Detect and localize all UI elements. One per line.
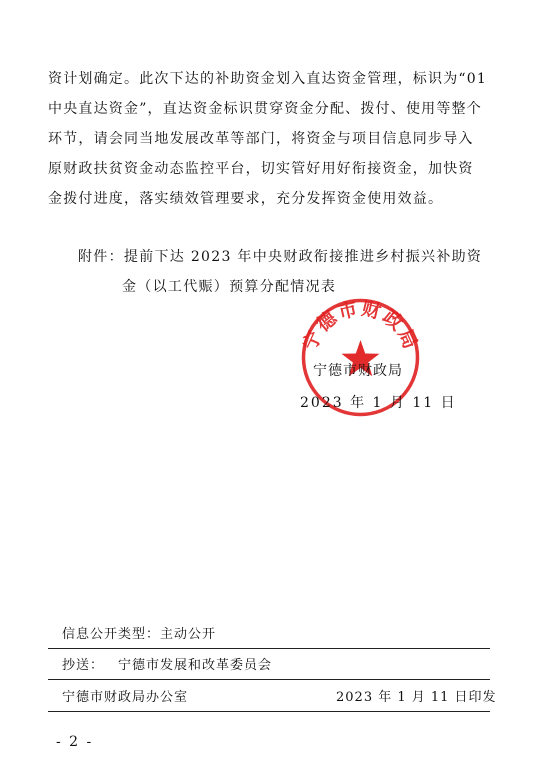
divider-line (48, 648, 490, 649)
body-line: 原财政扶贫资金动态监控平台，切实管好用好衔接资金，加快资 (48, 161, 474, 177)
attachment-line-2: 金（以工代赈）预算分配情况表 (122, 279, 337, 295)
signature-date: 2023 年 1 月 11 日 (300, 395, 457, 411)
attachment-note (78, 242, 498, 302)
cc-recipient: 宁德市发展和改革委员会 (118, 658, 273, 673)
body-paragraph (48, 64, 491, 214)
divider-line (48, 711, 490, 712)
print-date: 2023 年 1 月 11 日印发 (336, 690, 497, 705)
body-line: 金拨付进度，落实绩效管理要求，充分发挥资金使用效益。 (48, 191, 444, 207)
cc-row (62, 654, 272, 673)
issuing-office: 宁德市财政局办公室 (62, 690, 189, 705)
body-line: 环节，请会同当地发展改革等部门，将资金与项目信息同步导入 (48, 131, 474, 147)
cc-label: 抄送： (62, 658, 105, 673)
disclosure-type: 信息公开类型：主动公开 (62, 627, 217, 642)
page-number: - 2 - (56, 734, 94, 750)
attachment-line-1: 附件：提前下达 2023 年中央财政衔接推进乡村振兴补助资 (78, 249, 483, 265)
divider-line (48, 679, 490, 680)
body-line: 资计划确定。此次下达的补助资金划入直达资金管理，标识为“01 (48, 71, 487, 87)
seal-text: 宁德市财政局 (298, 297, 423, 354)
signer-org: 宁德市财政局 (313, 363, 403, 379)
body-line: 中央直达资金”，直达资金标识贯穿资金分配、拨付、使用等整个 (48, 101, 482, 117)
